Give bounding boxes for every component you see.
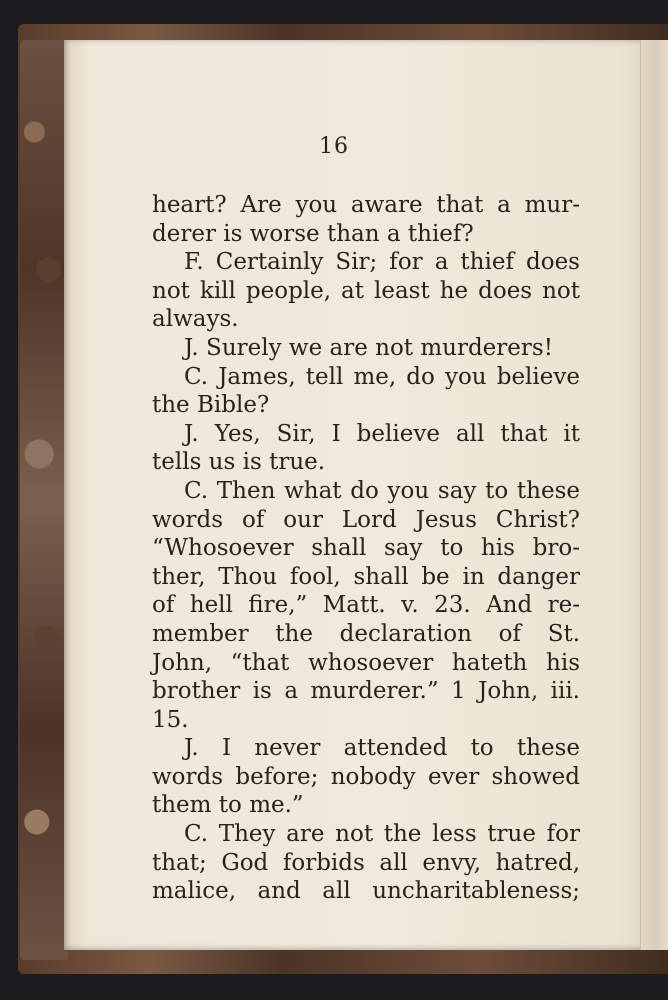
page-number: 16 (319, 134, 349, 159)
text-line: C. James, tell me, do you believe (184, 363, 580, 390)
text-line: C. Then what do you say to these (184, 477, 580, 504)
text-line: heart? Are you aware that a mur- (152, 192, 580, 218)
page-text (152, 191, 580, 906)
text-line: words before; nobody ever showed (152, 763, 580, 790)
marbled-board (20, 40, 68, 960)
page-edge (640, 40, 668, 950)
text-line: of hell fire,” Matt. v. 23. And re- (152, 592, 580, 619)
text-line: ther, Thou fool, shall be in danger (152, 563, 580, 590)
text-line: member the declaration of St. (152, 620, 580, 647)
text-line: the Bible? (152, 392, 270, 419)
text-line: always. (152, 306, 239, 333)
text-line: F. Certainly Sir; for a thief does (184, 249, 580, 276)
text-line: J. Yes, Sir, I believe all that it (184, 420, 580, 447)
text-line: C. They are not the less true for (184, 821, 580, 848)
text-line: brother is a murderer.” 1 John, iii. (152, 678, 580, 705)
text-line: that; God forbids all envy, hatred, (152, 849, 580, 876)
text-line: them to me.” (152, 792, 304, 819)
text-line: J. Surely we are not murderers! (184, 334, 553, 361)
text-line: “Whosoever shall say to his bro- (152, 535, 580, 562)
text-line: not kill people, at least he does not (152, 277, 580, 304)
text-line: J. I never attended to these (184, 735, 580, 762)
text-line: malice, and all uncharitableness; (152, 878, 580, 905)
text-line: words of our Lord Jesus Christ? (152, 506, 580, 533)
text-line: derer is worse than a thief? (152, 220, 474, 247)
text-line: tells us is true. (152, 449, 326, 476)
text-line: John, “that whosoever hateth his (152, 649, 580, 676)
text-line: 15. (152, 706, 189, 733)
